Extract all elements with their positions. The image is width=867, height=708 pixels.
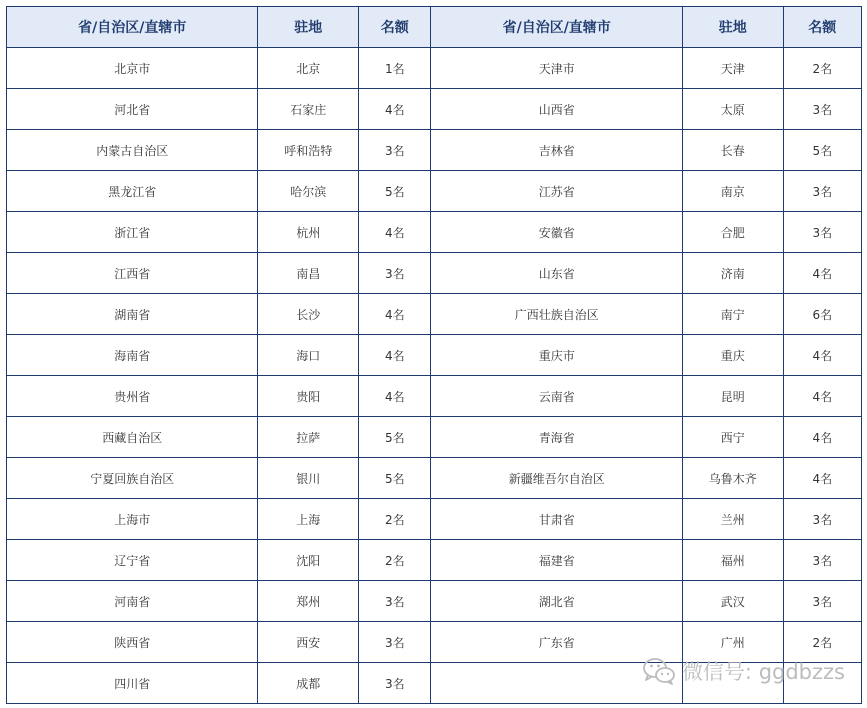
watermark-text: 微信号: ggdbzzs xyxy=(681,660,845,684)
cell-seat: 西宁 xyxy=(682,417,783,458)
cell-seat: 长沙 xyxy=(258,294,359,335)
cell-province: 广东省 xyxy=(431,622,682,663)
cell-quota: 3名 xyxy=(783,171,861,212)
cell-quota: 3名 xyxy=(359,253,431,294)
cell-province: 贵州省 xyxy=(7,376,258,417)
cell-quota: 5名 xyxy=(359,171,431,212)
cell-quota: 5名 xyxy=(359,417,431,458)
cell-quota: 4名 xyxy=(783,335,861,376)
table-row xyxy=(7,622,862,663)
table-row xyxy=(7,294,862,335)
cell-province: 北京市 xyxy=(7,48,258,89)
cell-province xyxy=(431,663,682,704)
table-row xyxy=(7,89,862,130)
cell-quota: 4名 xyxy=(359,212,431,253)
table-row xyxy=(7,212,862,253)
table-row xyxy=(7,376,862,417)
table-body xyxy=(7,48,862,704)
cell-province: 四川省 xyxy=(7,663,258,704)
cell-seat: 北京 xyxy=(258,48,359,89)
quota-table xyxy=(6,6,862,704)
cell-province: 云南省 xyxy=(431,376,682,417)
header-row xyxy=(7,7,862,48)
table-row xyxy=(7,48,862,89)
cell-province: 辽宁省 xyxy=(7,540,258,581)
cell-seat: 杭州 xyxy=(258,212,359,253)
cell-province: 广西壮族自治区 xyxy=(431,294,682,335)
cell-seat: 郑州 xyxy=(258,581,359,622)
cell-province: 山西省 xyxy=(431,89,682,130)
cell-province: 山东省 xyxy=(431,253,682,294)
header-province: 省/自治区/直辖市 xyxy=(7,7,258,48)
cell-seat xyxy=(682,663,783,704)
cell-seat: 乌鲁木齐 xyxy=(682,458,783,499)
cell-quota: 4名 xyxy=(783,376,861,417)
cell-province: 江苏省 xyxy=(431,171,682,212)
cell-seat: 成都 xyxy=(258,663,359,704)
cell-quota: 6名 xyxy=(783,294,861,335)
cell-seat: 福州 xyxy=(682,540,783,581)
cell-province: 甘肃省 xyxy=(431,499,682,540)
cell-seat: 合肥 xyxy=(682,212,783,253)
table-row xyxy=(7,499,862,540)
cell-quota: 3名 xyxy=(783,212,861,253)
cell-province: 浙江省 xyxy=(7,212,258,253)
cell-seat: 济南 xyxy=(682,253,783,294)
cell-quota: 5名 xyxy=(359,458,431,499)
cell-quota: 1名 xyxy=(359,48,431,89)
cell-quota: 4名 xyxy=(783,458,861,499)
cell-quota: 3名 xyxy=(359,622,431,663)
cell-province: 湖北省 xyxy=(431,581,682,622)
cell-quota: 3名 xyxy=(359,130,431,171)
cell-quota: 3名 xyxy=(783,89,861,130)
cell-quota: 2名 xyxy=(359,499,431,540)
cell-quota: 3名 xyxy=(783,499,861,540)
header-quota: 名额 xyxy=(783,7,861,48)
cell-province: 陕西省 xyxy=(7,622,258,663)
cell-province: 河南省 xyxy=(7,581,258,622)
cell-quota: 3名 xyxy=(359,581,431,622)
cell-quota: 4名 xyxy=(783,417,861,458)
cell-province: 天津市 xyxy=(431,48,682,89)
table-row xyxy=(7,540,862,581)
cell-province: 河北省 xyxy=(7,89,258,130)
cell-seat: 银川 xyxy=(258,458,359,499)
cell-seat: 贵阳 xyxy=(258,376,359,417)
cell-seat: 南京 xyxy=(682,171,783,212)
cell-province: 黑龙江省 xyxy=(7,171,258,212)
cell-quota: 2名 xyxy=(359,540,431,581)
cell-seat: 武汉 xyxy=(682,581,783,622)
cell-quota: 4名 xyxy=(359,335,431,376)
cell-quota: 2名 xyxy=(783,48,861,89)
table-row xyxy=(7,253,862,294)
cell-quota xyxy=(783,663,861,704)
cell-province: 湖南省 xyxy=(7,294,258,335)
cell-quota: 2名 xyxy=(783,622,861,663)
header-quota: 名额 xyxy=(359,7,431,48)
cell-seat: 南昌 xyxy=(258,253,359,294)
cell-quota: 3名 xyxy=(783,581,861,622)
cell-seat: 昆明 xyxy=(682,376,783,417)
table-row xyxy=(7,417,862,458)
cell-province: 安徽省 xyxy=(431,212,682,253)
cell-province: 宁夏回族自治区 xyxy=(7,458,258,499)
table-row xyxy=(7,581,862,622)
cell-seat: 广州 xyxy=(682,622,783,663)
cell-seat: 兰州 xyxy=(682,499,783,540)
table-row xyxy=(7,130,862,171)
cell-seat: 天津 xyxy=(682,48,783,89)
cell-seat: 重庆 xyxy=(682,335,783,376)
cell-quota: 4名 xyxy=(783,253,861,294)
cell-seat: 哈尔滨 xyxy=(258,171,359,212)
cell-quota: 3名 xyxy=(359,663,431,704)
cell-seat: 西安 xyxy=(258,622,359,663)
cell-quota: 3名 xyxy=(783,540,861,581)
cell-province: 上海市 xyxy=(7,499,258,540)
cell-province: 海南省 xyxy=(7,335,258,376)
cell-seat: 沈阳 xyxy=(258,540,359,581)
cell-province: 福建省 xyxy=(431,540,682,581)
table-row xyxy=(7,663,862,704)
table-row xyxy=(7,335,862,376)
cell-province: 重庆市 xyxy=(431,335,682,376)
table-header xyxy=(7,7,862,48)
cell-province: 内蒙古自治区 xyxy=(7,130,258,171)
cell-quota: 4名 xyxy=(359,376,431,417)
header-seat: 驻地 xyxy=(682,7,783,48)
cell-seat: 上海 xyxy=(258,499,359,540)
cell-province: 吉林省 xyxy=(431,130,682,171)
cell-seat: 石家庄 xyxy=(258,89,359,130)
cell-province: 青海省 xyxy=(431,417,682,458)
cell-quota: 4名 xyxy=(359,294,431,335)
cell-seat: 拉萨 xyxy=(258,417,359,458)
cell-seat: 海口 xyxy=(258,335,359,376)
table-row xyxy=(7,458,862,499)
cell-seat: 长春 xyxy=(682,130,783,171)
cell-seat: 南宁 xyxy=(682,294,783,335)
cell-province: 西藏自治区 xyxy=(7,417,258,458)
cell-province: 江西省 xyxy=(7,253,258,294)
header-seat: 驻地 xyxy=(258,7,359,48)
cell-seat: 呼和浩特 xyxy=(258,130,359,171)
cell-province: 新疆维吾尔自治区 xyxy=(431,458,682,499)
cell-quota: 5名 xyxy=(783,130,861,171)
cell-quota: 4名 xyxy=(359,89,431,130)
header-province: 省/自治区/直辖市 xyxy=(431,7,682,48)
table-row xyxy=(7,171,862,212)
cell-seat: 太原 xyxy=(682,89,783,130)
